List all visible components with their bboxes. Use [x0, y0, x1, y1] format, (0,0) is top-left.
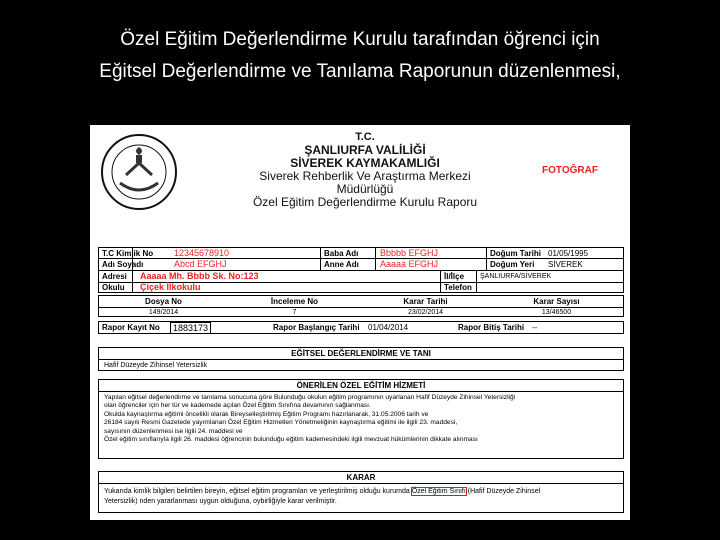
report-start-value: 01/04/2014	[368, 323, 409, 332]
document-header	[220, 131, 510, 209]
district-label: İl/İlçe	[444, 272, 465, 281]
file-header-karar-tarihi: Karar Tarihi	[403, 297, 448, 306]
decision-highlight: Özel Eğitim Sınıfı	[411, 488, 466, 495]
photo-label: FOTOĞRAF	[542, 165, 598, 176]
district-value: ŞANLIURFA/SİVEREK	[480, 273, 552, 280]
ministry-seal-icon	[100, 133, 178, 211]
report-start-label: Rapor Başlangıç Tarihi	[273, 323, 360, 332]
service-line: olan öğrenciler için her tür ve kademede açılan Özel Eğitim Sınıfına devamının sağlanması.	[104, 402, 371, 410]
header-report-title: Özel Eğitim Değerlendirme Kurulu Raporu	[252, 195, 478, 209]
mother-value: Aaaaa EFGHJ	[380, 259, 439, 269]
header-tc: T.C.	[355, 131, 375, 143]
tc-value: 12345678910	[174, 248, 230, 258]
file-header-inceleme: İnceleme No	[270, 297, 319, 306]
birthplace-label: Doğum Yeri	[490, 260, 535, 269]
service-line: Özel eğitim sınıflarıyla ilgili 26. maddesi öğrencinin bulunduğu eğitim kademesindeki ilgili mevzuat hükümlerinin dikkate alınması	[104, 436, 478, 444]
file-value-karar-tarihi: 23/02/2014	[407, 309, 444, 316]
address-label: Adresi	[102, 272, 127, 281]
school-label: Okulu	[102, 283, 125, 292]
father-label: Baba Adı	[324, 249, 359, 258]
name-value: Abcd EFGHJ	[174, 259, 227, 269]
decision-text	[104, 487, 620, 507]
service-line: sayısının düzenlenmesi ise ilgili 24. maddesi ve	[104, 427, 243, 435]
report-end-value: --	[532, 323, 538, 332]
file-value-inceleme: 7	[292, 309, 297, 316]
report-no-value: 1883173	[170, 322, 211, 334]
decision-line-1	[104, 487, 620, 497]
diagnosis-text: Hafif Düzeyde Zihinsel Yetersizlik	[104, 362, 208, 369]
service-line: 26184 sayılı Resmi Gazetede yayımlanan Özel Eğitim Hizmetleri Yönetmeliğinin kaynaştırma eğitimi ile ilgili 23. maddesi,	[104, 419, 458, 427]
file-header-karar-sayisi: Karar Sayısı	[533, 297, 580, 306]
decision-line-1-b: (Hafif Düzeyde Zihinsel	[467, 488, 541, 495]
decision-title: KARAR	[346, 473, 376, 482]
file-header-dosya: Dosya No	[145, 297, 182, 306]
report-document	[90, 125, 630, 520]
slide-title-line-1: Özel Eğitim Değerlendirme Kurulu tarafından öğrenci için	[120, 29, 600, 50]
header-governorship: ŞANLIURFA VALİLİĞİ	[304, 143, 426, 157]
service-line: Okulda kaynaştırma eğitimi öncelikli olarak Bireyselleştirilmiş Eğitim Programı hazırlanarak, 31.05.2006 tarih ve	[104, 410, 429, 418]
slide-title-line-2: Eğitsel Değerlendirme ve Tanılama Raporunun düzenlenmesi,	[99, 61, 621, 82]
service-title: ÖNERİLEN ÖZEL EĞİTİM HİZMETİ	[296, 381, 426, 390]
header-district: SİVEREK KAYMAKAMLIĞI	[290, 156, 440, 170]
service-text	[104, 394, 620, 444]
birthplace-value: SİVEREK	[548, 260, 583, 269]
diagnosis-title: EĞİTSEL DEĞERLENDİRME VE TANI	[291, 349, 431, 358]
decision-line-2: Yetersizlik) nden yararlanması uygun olduğuna, oybirliğiyle karar verilmiştir.	[104, 498, 337, 505]
address-value: Aaaaa Mh. Bbbb Sk. No:123	[140, 271, 259, 281]
service-line: Yapılan eğitsel değerlendirme ve tanılama sonucuna göre Bulunduğu okulun eğitim programının uyarlanan Hafif Düzeyde Zihinsel Yetersizliği	[104, 394, 516, 401]
mother-label: Anne Adı	[324, 260, 359, 269]
header-directorate: Müdürlüğü	[336, 182, 394, 196]
school-value: Çiçek İlkokulu	[140, 282, 201, 292]
birthdate-label: Doğum Tarihi	[490, 249, 541, 258]
father-value: Bbbbb EFGHJ	[380, 248, 439, 258]
phone-label: Telefon	[444, 283, 472, 292]
report-no-label: Rapor Kayıt No	[102, 323, 160, 332]
birthdate-value: 01/05/1995	[548, 249, 589, 258]
slide-title	[0, 24, 720, 88]
file-value-karar-sayisi: 13/46500	[541, 309, 572, 316]
decision-line-1-a: Yukarıda kimlik bilgileri belirtilen bireyin, eğitsel eğitim programları ve yerleştirilmiş olduğu kurumda	[104, 488, 410, 495]
report-end-label: Rapor Bitiş Tarihi	[458, 323, 525, 332]
name-label: Adı Soyadı	[102, 260, 144, 269]
header-center: Siverek Rehberlik Ve Araştırma Merkezi	[259, 169, 471, 183]
tc-label: T.C Kimlik No	[102, 249, 154, 258]
file-value-dosya: 149/2014	[148, 309, 179, 316]
